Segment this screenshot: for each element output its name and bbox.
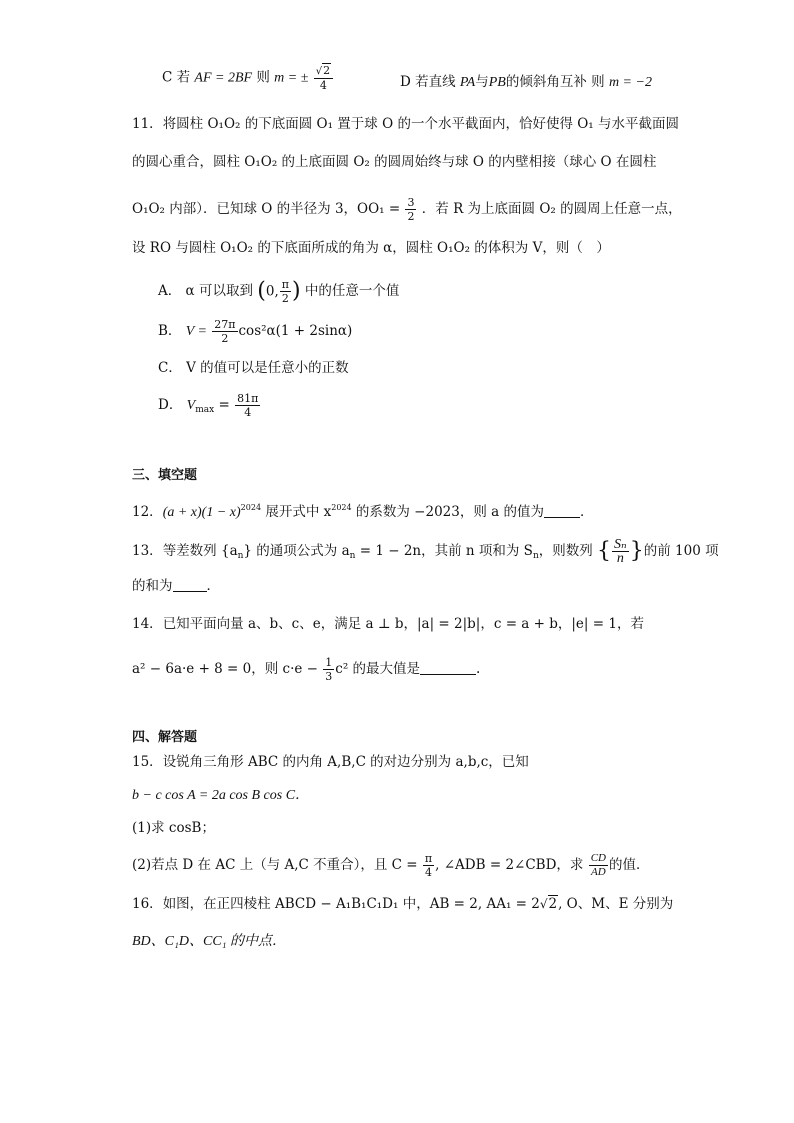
- q11-option-a-fraction: [280, 278, 291, 305]
- q16-sqrt-sign: √: [539, 897, 548, 911]
- q12-a: (a + x)(1 − x): [162, 505, 241, 520]
- q15-part1: (1)求 cosB；: [132, 820, 215, 836]
- q16-sqrt-value: 2: [548, 896, 558, 912]
- q13-e: 的前 100 项: [643, 543, 719, 559]
- q11-line1: [132, 114, 679, 134]
- q13-line1: [132, 538, 719, 566]
- q12-c: 的系数为 −2023，则 a 的值为: [351, 504, 544, 520]
- q13-close-brace: }: [629, 538, 644, 564]
- q11-option-a-open: (: [257, 278, 266, 304]
- q10-option-d: [400, 72, 652, 93]
- q14-answer-blank: [420, 660, 476, 675]
- q13-number: 13．: [132, 543, 163, 559]
- q12-exp1: 2024: [240, 503, 262, 512]
- q10-option-d-with: 与: [475, 74, 489, 90]
- section-solution-heading: 四、解答题: [132, 730, 198, 745]
- q12-d: ．: [579, 504, 594, 520]
- q15-ratio-den: AD: [591, 866, 606, 878]
- q11-option-a-zero: 0,: [265, 283, 279, 300]
- q11-option-a-den: 2: [281, 292, 289, 305]
- q10-option-d-rest: 的倾斜角互补 则: [505, 74, 605, 90]
- q13-sub2: n: [349, 551, 356, 561]
- q11-option-c: [158, 358, 349, 378]
- q15-ratio-num: CD: [590, 852, 606, 864]
- q16-number: 16．: [132, 896, 163, 912]
- q11-option-b-fraction: [212, 318, 237, 345]
- q15-c-fraction: [423, 852, 434, 879]
- q10-option-d-label: D 若直线: [400, 74, 456, 90]
- q13-d: ，则数列: [538, 543, 593, 559]
- q15-line1-text: 设锐角三角形 ABC 的内角 A,B,C 的对边分别为 a,b,c，已知: [162, 754, 529, 770]
- q11-option-d-fraction: [235, 392, 260, 419]
- q11-oo1-fraction: [405, 196, 416, 223]
- q11-option-d: [158, 392, 261, 420]
- q11-option-b-rest: cos²α(1 + 2sinα): [238, 323, 353, 339]
- q11-option-b-v: V =: [185, 324, 207, 339]
- q13-num: Sₙ: [614, 537, 627, 552]
- q10-option-c-condition: AF = 2BF: [194, 70, 253, 86]
- q10-option-c-den: 4: [319, 79, 327, 92]
- q10-option-c-label: C 若: [162, 69, 191, 86]
- q15-number: 15．: [132, 754, 163, 770]
- q16-line1-b: , O、M、E 分别为: [558, 896, 674, 912]
- q13-a: 等差数列 {a: [162, 543, 238, 559]
- q13-fraction: [612, 538, 629, 565]
- q11-option-b-den: 2: [221, 332, 229, 345]
- q11-option-a-a: α 可以取到: [185, 283, 253, 299]
- q13-b: } 的通项公式为 a: [243, 543, 350, 559]
- q13-den: n: [616, 551, 624, 566]
- q15-c-den: 4: [425, 866, 433, 879]
- q11-oo1-den: 2: [407, 210, 415, 223]
- q15-part2-b: , ∠ADB = 2∠CBD，求: [435, 857, 584, 873]
- q14-fraction: [323, 656, 334, 683]
- q16-line1-a: 如图，在正四棱柱 ABCD − A₁B₁C₁D₁ 中，AB = 2, AA₁ = 2: [162, 896, 540, 912]
- q11-line3-b: ．若 R 为上底面圆 O₂ 的圆周上任意一点，: [421, 201, 682, 217]
- q11-option-d-den: 4: [244, 406, 252, 419]
- q11-option-a-b: 中的任意一个值: [304, 283, 400, 299]
- q11-option-b: [158, 318, 352, 345]
- q13-sub1: n: [237, 551, 244, 561]
- q11-option-a-close: ): [291, 278, 301, 304]
- q15-part2: [132, 852, 650, 879]
- q11-option-a-label: A．: [158, 283, 182, 299]
- q14-number: 14．: [132, 616, 163, 632]
- q13-sub3: n: [532, 551, 539, 561]
- q12-b: 展开式中 x: [261, 504, 332, 520]
- q11-option-d-label: D．: [158, 397, 183, 413]
- q15-line1: [132, 752, 529, 772]
- q15-part2-a: (2)若点 D 在 AC 上（与 A,C 不重合），且 C =: [132, 857, 418, 873]
- q15-part2-c: 的值．: [609, 857, 650, 873]
- q11-oo1-num: 3: [407, 196, 415, 209]
- q15-c-num: π: [424, 852, 433, 865]
- q14-line1: [132, 614, 644, 634]
- q14-c: c² 的最大值是: [335, 661, 421, 677]
- q12: [132, 498, 593, 523]
- q11-option-d-num: 81π: [237, 392, 259, 405]
- q11-option-a-num: π: [281, 278, 289, 291]
- q14-num: 1: [325, 656, 333, 669]
- q11-option-b-label: B．: [158, 323, 182, 339]
- q10-option-c: [162, 64, 334, 92]
- q11-number: 11．: [132, 116, 163, 132]
- q11-line2: 的圆心重合，圆柱 O₁O₂ 的上底面圆 O₂ 的圆周始终与球 O 的内壁相接（球心 O 在圆柱: [132, 154, 657, 170]
- q10-option-c-sqrt: 2: [323, 64, 331, 77]
- q11-option-d-v: V: [186, 398, 196, 413]
- q13-answer-blank: [173, 577, 207, 592]
- q10-option-c-m: m = ±: [274, 70, 309, 86]
- q11-line4: 设 RO 与圆柱 O₁O₂ 的下底面所成的角为 α，圆柱 O₁O₂ 的体积为 V，则（ ）: [132, 240, 610, 256]
- q13-line2-end: ．: [206, 578, 220, 594]
- q11-option-b-num: 27π: [214, 318, 236, 331]
- q10-option-c-then: 则: [256, 69, 275, 86]
- q13-open-brace: {: [597, 538, 612, 564]
- q14-den: 3: [325, 670, 333, 683]
- q11-option-d-eq: =: [214, 397, 230, 413]
- q16-line2: BD、C₁D、CC₁ 的中点．: [132, 934, 287, 949]
- q12-exp2: 2024: [331, 503, 352, 512]
- q11-line3-a: O₁O₂ 内部）．已知球 O 的半径为 3，OO₁ =: [132, 201, 401, 217]
- section-fill-blank-heading: 三、填空题: [132, 468, 198, 483]
- q11-option-c-label: C．: [158, 360, 182, 376]
- q10-option-d-m: m = −2: [608, 75, 652, 90]
- q16-line1: [132, 894, 673, 914]
- q11-option-d-sub: max: [195, 405, 215, 415]
- q15-ratio-fraction: [589, 852, 608, 879]
- q10-option-d-pb: PB: [488, 75, 506, 90]
- q13-line2-text: 的和为: [132, 578, 173, 594]
- q11-line1-text: 将圆柱 O₁O₂ 的下底面圆 O₁ 置于球 O 的一个水平截面内，恰好使得 O₁ 与水平截面圆: [162, 116, 680, 132]
- q13-line2: [132, 576, 220, 596]
- q12-answer-blank: [544, 503, 580, 518]
- q12-number: 12．: [132, 504, 163, 520]
- q14-line2: [132, 656, 480, 683]
- q14-d: .: [476, 661, 481, 677]
- q11-option-a: [158, 278, 399, 305]
- q10-option-c-fraction: $\frac{√2}{4}$: [314, 64, 333, 92]
- q14-a: 已知平面向量 a、b、c、e，满足 a ⊥ b，|a| = 2|b|，c = a + b，|e| = 1，若: [162, 616, 644, 632]
- q10-option-d-pa: PA: [459, 75, 476, 90]
- q15-line2: b − c cos A = 2a cos B cos C．: [132, 788, 310, 803]
- q14-b: a² − 6a·e + 8 = 0，则 c·e −: [132, 661, 318, 677]
- q13-c: = 1 − 2n，其前 n 项和为 S: [355, 543, 533, 559]
- q11-line3: [132, 196, 682, 223]
- q11-option-c-text: V 的值可以是任意小的正数: [186, 360, 349, 376]
